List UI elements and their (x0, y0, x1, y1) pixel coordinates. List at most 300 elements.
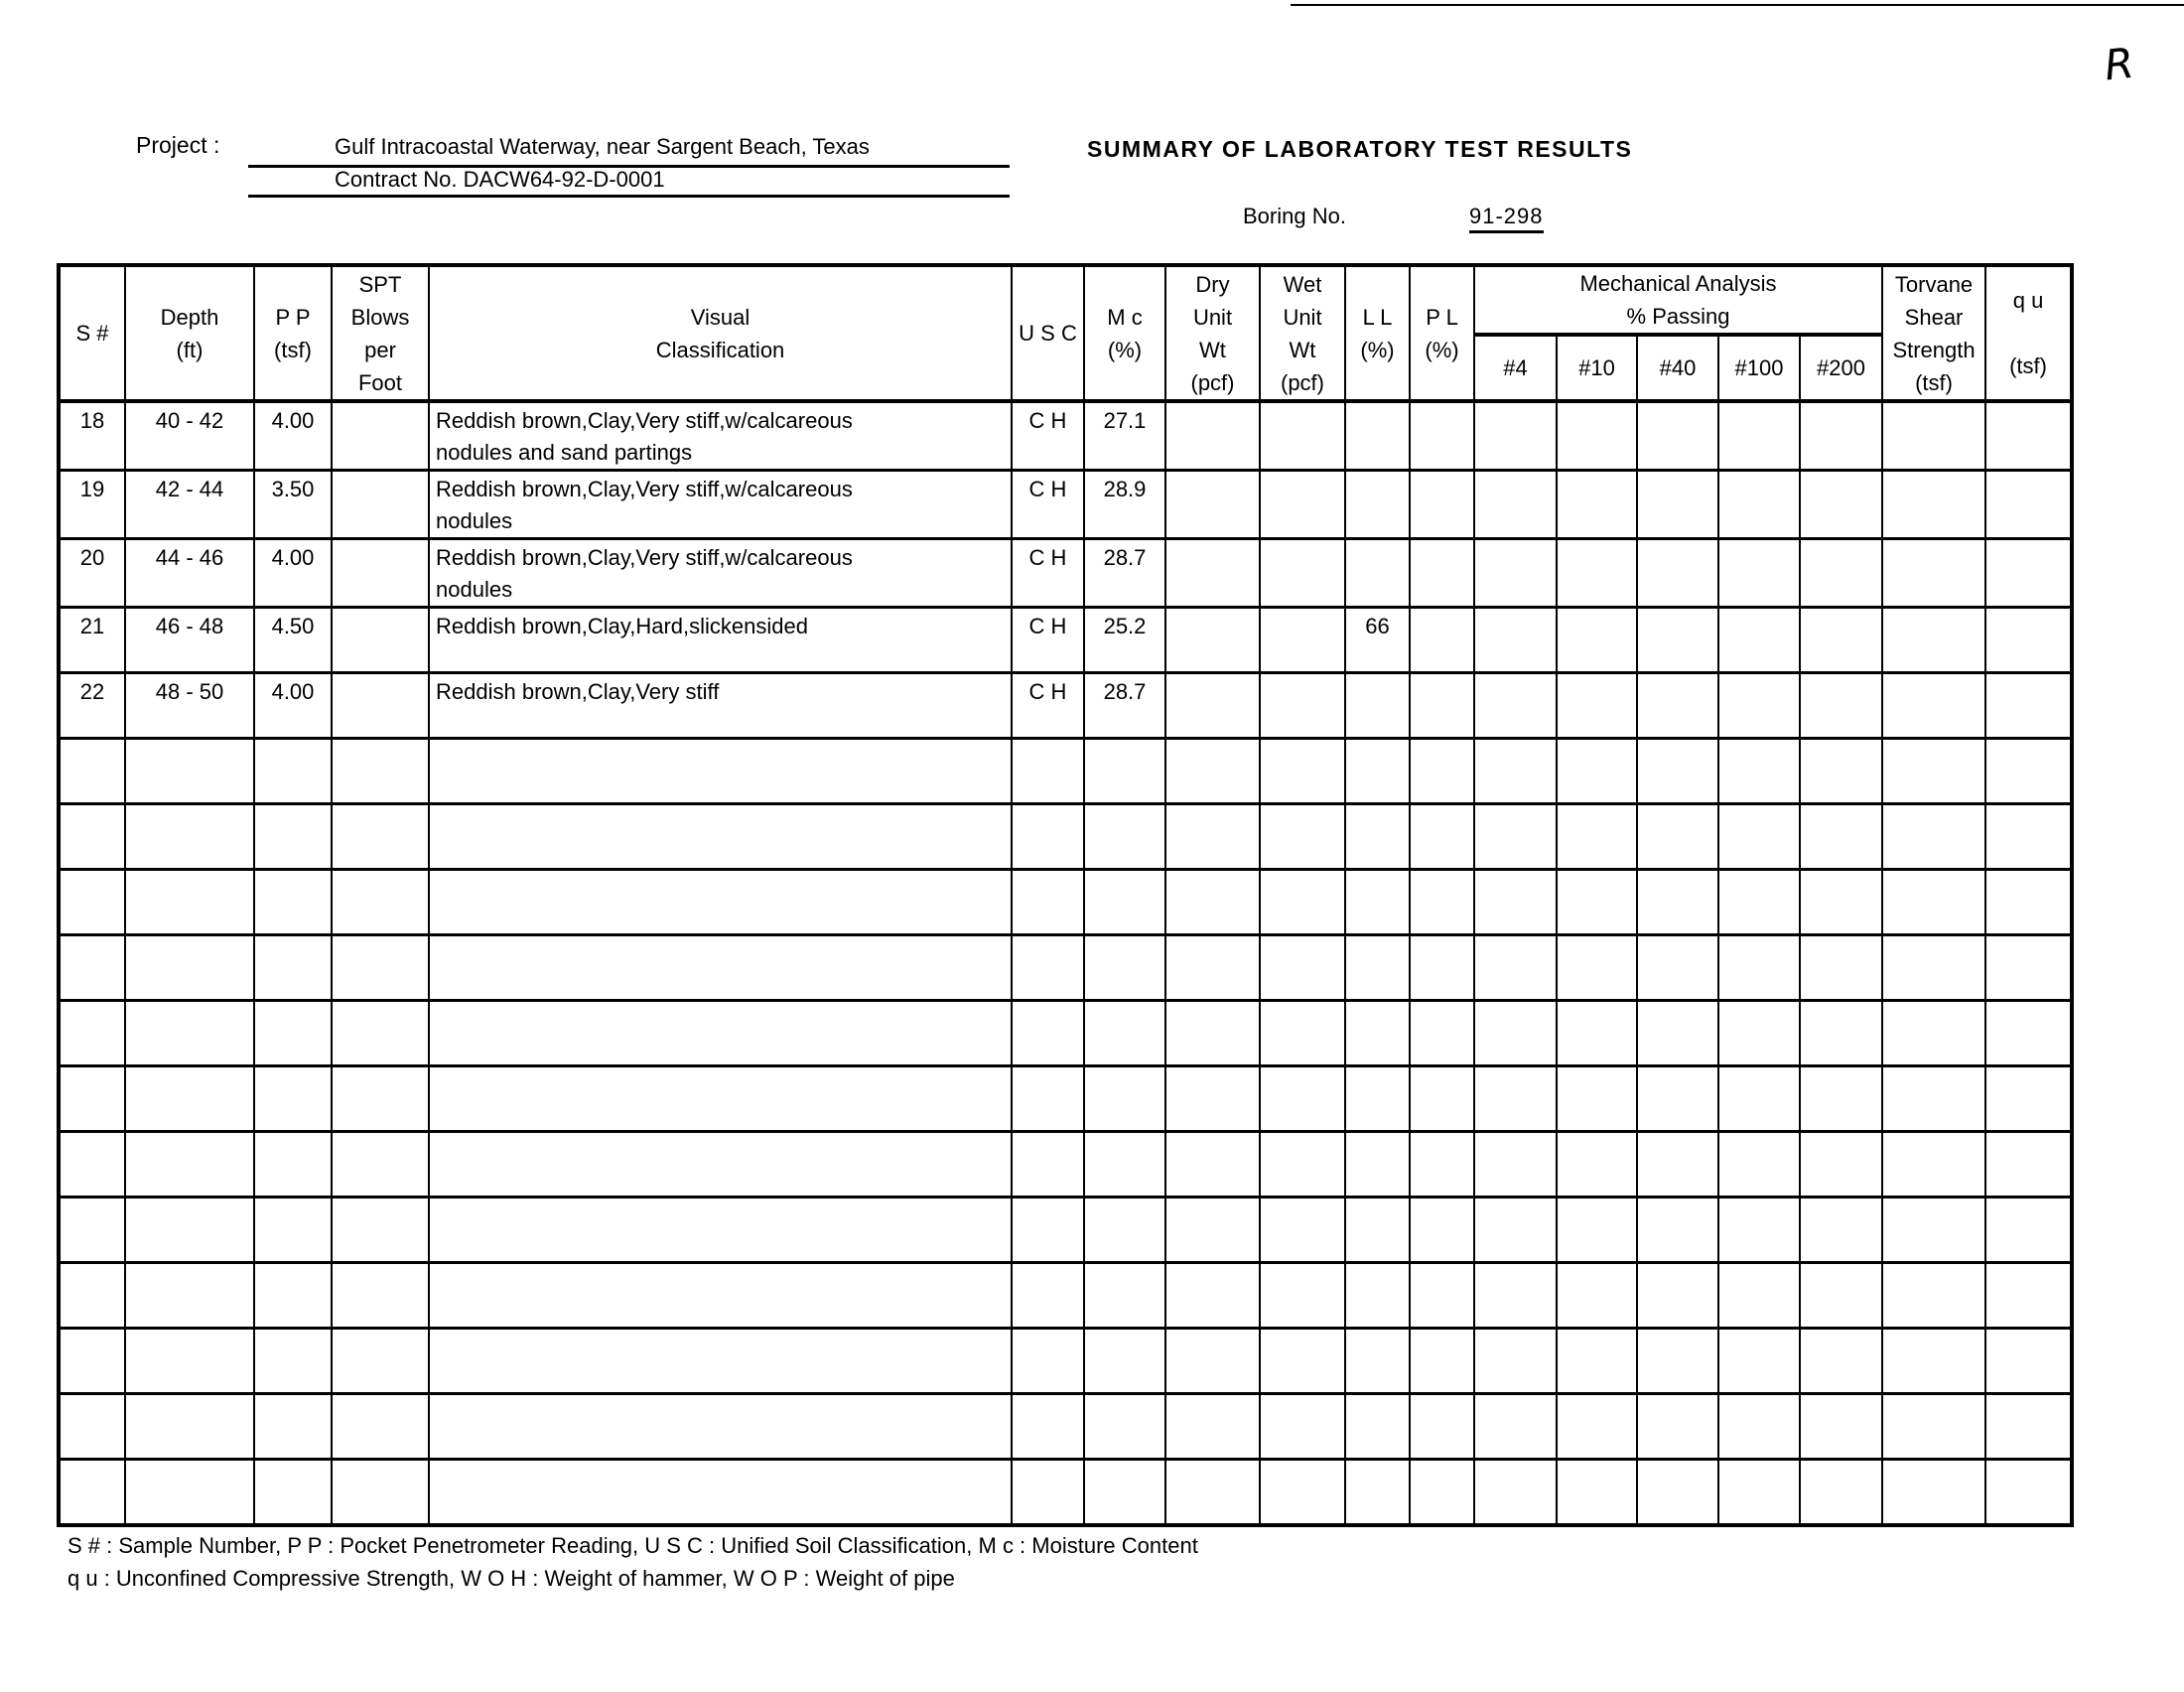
empty-cell (1260, 870, 1345, 935)
col-header-pl: P L (%) (1410, 265, 1474, 401)
cell-moisture-content: 28.7 (1084, 539, 1165, 608)
empty-cell (1557, 1198, 1637, 1263)
empty-cell (1474, 870, 1557, 935)
empty-cell (1637, 1329, 1718, 1394)
cell-plastic-limit (1410, 539, 1474, 608)
empty-cell (1345, 870, 1410, 935)
empty-cell (1474, 1460, 1557, 1525)
empty-cell (1012, 1329, 1084, 1394)
empty-cell (332, 1066, 429, 1132)
empty-cell (429, 935, 1012, 1001)
col-header-visual-classification: Visual Classification (429, 265, 1012, 401)
cell-plastic-limit (1410, 673, 1474, 739)
empty-cell (59, 1329, 125, 1394)
empty-cell (125, 1198, 254, 1263)
empty-cell (1165, 1460, 1260, 1525)
cell-wet-unit-wt (1260, 539, 1345, 608)
empty-cell (1557, 1066, 1637, 1132)
col-header-sieve-10: #10 (1557, 335, 1637, 401)
empty-cell (1345, 1066, 1410, 1132)
empty-cell (1260, 1132, 1345, 1198)
empty-cell (1165, 1263, 1260, 1329)
cell-moisture-content: 28.9 (1084, 471, 1165, 539)
empty-cell (429, 739, 1012, 804)
empty-cell (1800, 1132, 1882, 1198)
cell-spt-blows (332, 539, 429, 608)
cell-usc: C H (1012, 539, 1084, 608)
project-name: Gulf Intracoastal Waterway, near Sargent Beach, Texas (335, 134, 870, 159)
empty-cell (332, 935, 429, 1001)
empty-cell (254, 1001, 332, 1066)
cell-pp: 4.00 (254, 401, 332, 471)
col-header-sieve-100: #100 (1718, 335, 1800, 401)
cell-sieve-40 (1637, 673, 1718, 739)
empty-cell (332, 1263, 429, 1329)
empty-cell (1557, 1460, 1637, 1525)
cell-spt-blows (332, 673, 429, 739)
empty-cell (1557, 870, 1637, 935)
cell-depth: 48 - 50 (125, 673, 254, 739)
cell-sieve-200 (1800, 471, 1882, 539)
empty-cell (1260, 1198, 1345, 1263)
empty-cell (1882, 935, 1985, 1001)
empty-cell (1410, 870, 1474, 935)
empty-table-row (59, 1132, 2072, 1198)
empty-cell (1345, 935, 1410, 1001)
empty-cell (1410, 1329, 1474, 1394)
cell-plastic-limit (1410, 471, 1474, 539)
cell-sieve-10 (1557, 471, 1637, 539)
handwritten-mark: R (2102, 38, 2136, 90)
empty-cell (1474, 1394, 1557, 1460)
col-header-torvane: Torvane Shear Strength (tsf) (1882, 265, 1985, 401)
cell-liquid-limit (1345, 673, 1410, 739)
cell-sieve-200 (1800, 539, 1882, 608)
empty-cell (1474, 935, 1557, 1001)
empty-table-row (59, 1198, 2072, 1263)
empty-cell (1165, 1066, 1260, 1132)
empty-cell (1165, 804, 1260, 870)
empty-cell (1718, 1066, 1800, 1132)
cell-sieve-40 (1637, 401, 1718, 471)
empty-cell (1410, 935, 1474, 1001)
cell-sieve-40 (1637, 471, 1718, 539)
cell-sieve-100 (1718, 401, 1800, 471)
empty-cell (1012, 1394, 1084, 1460)
empty-cell (1084, 739, 1165, 804)
empty-cell (429, 1394, 1012, 1460)
empty-cell (1718, 935, 1800, 1001)
empty-cell (1345, 1001, 1410, 1066)
cell-sample-no: 21 (59, 608, 125, 673)
table-row (59, 471, 2072, 539)
cell-sieve-10 (1557, 608, 1637, 673)
empty-cell (1637, 1460, 1718, 1525)
cell-spt-blows (332, 608, 429, 673)
empty-cell (1084, 1198, 1165, 1263)
empty-cell (1637, 935, 1718, 1001)
cell-sample-no: 19 (59, 471, 125, 539)
cell-sample-no: 20 (59, 539, 125, 608)
cell-torvane-strength (1882, 608, 1985, 673)
empty-cell (125, 1460, 254, 1525)
cell-pp: 4.00 (254, 539, 332, 608)
cell-spt-blows (332, 471, 429, 539)
empty-cell (332, 739, 429, 804)
empty-cell (1410, 1198, 1474, 1263)
col-header-spt: SPT Blows per Foot (332, 265, 429, 401)
cell-torvane-strength (1882, 401, 1985, 471)
empty-cell (1637, 1066, 1718, 1132)
cell-torvane-strength (1882, 673, 1985, 739)
cell-dry-unit-wt (1165, 673, 1260, 739)
empty-cell (1012, 935, 1084, 1001)
empty-cell (1410, 1394, 1474, 1460)
empty-cell (59, 1263, 125, 1329)
empty-cell (59, 1001, 125, 1066)
empty-cell (1800, 870, 1882, 935)
empty-cell (429, 1198, 1012, 1263)
empty-cell (332, 1001, 429, 1066)
empty-cell (332, 1132, 429, 1198)
empty-cell (332, 1329, 429, 1394)
empty-table-row (59, 935, 2072, 1001)
empty-cell (429, 1001, 1012, 1066)
desc-line-1: Reddish brown,Clay,Hard,slickensided (436, 614, 808, 638)
empty-cell (1345, 804, 1410, 870)
empty-cell (1260, 1329, 1345, 1394)
empty-cell (1882, 870, 1985, 935)
legend-line-2: q u : Unconfined Compressive Strength, W O H : Weight of hammer, W O P : Weight of pipe (68, 1566, 955, 1591)
cell-visual-classification (429, 608, 1012, 673)
cell-sample-no: 18 (59, 401, 125, 471)
empty-cell (125, 1066, 254, 1132)
empty-cell (1800, 1460, 1882, 1525)
cell-sieve-4 (1474, 471, 1557, 539)
empty-cell (1165, 1198, 1260, 1263)
cell-sieve-4 (1474, 673, 1557, 739)
empty-cell (1637, 870, 1718, 935)
cell-sieve-40 (1637, 539, 1718, 608)
empty-cell (254, 1460, 332, 1525)
empty-cell (1637, 1263, 1718, 1329)
cell-depth: 44 - 46 (125, 539, 254, 608)
col-header-pp: P P (tsf) (254, 265, 332, 401)
empty-cell (1410, 1132, 1474, 1198)
legend-line-1: S # : Sample Number, P P : Pocket Penetrometer Reading, U S C : Unified Soil Classification, M c : Moisture Content (68, 1533, 1198, 1558)
empty-cell (59, 870, 125, 935)
empty-table-row (59, 870, 2072, 935)
desc-line-1: Reddish brown,Clay,Very stiff (436, 679, 720, 704)
empty-cell (1985, 1132, 2072, 1198)
lab-results-table (57, 263, 2074, 1527)
empty-cell (1718, 1198, 1800, 1263)
table-row (59, 401, 2072, 471)
empty-cell (1637, 804, 1718, 870)
cell-qu (1985, 471, 2072, 539)
empty-cell (1165, 870, 1260, 935)
empty-cell (1718, 1132, 1800, 1198)
empty-cell (125, 1329, 254, 1394)
col-header-sieve-200: #200 (1800, 335, 1882, 401)
empty-cell (59, 1394, 125, 1460)
cell-sieve-40 (1637, 608, 1718, 673)
empty-cell (1882, 1132, 1985, 1198)
cell-moisture-content: 27.1 (1084, 401, 1165, 471)
cell-dry-unit-wt (1165, 401, 1260, 471)
table-row (59, 608, 2072, 673)
desc-line-2: nodules and sand partings (436, 440, 693, 465)
cell-torvane-strength (1882, 471, 1985, 539)
empty-cell (1084, 1066, 1165, 1132)
empty-cell (429, 804, 1012, 870)
empty-cell (429, 1132, 1012, 1198)
empty-cell (1985, 1329, 2072, 1394)
empty-cell (1165, 1001, 1260, 1066)
empty-cell (59, 1066, 125, 1132)
empty-cell (1012, 870, 1084, 935)
empty-table-row (59, 804, 2072, 870)
cell-wet-unit-wt (1260, 401, 1345, 471)
empty-cell (1474, 739, 1557, 804)
empty-cell (125, 870, 254, 935)
empty-cell (1345, 1198, 1410, 1263)
empty-cell (1882, 1329, 1985, 1394)
project-label: Project : (136, 132, 220, 158)
col-header-dry-unit-wt: Dry Unit Wt (pcf) (1165, 265, 1260, 401)
empty-cell (1800, 1329, 1882, 1394)
col-header-ll: L L (%) (1345, 265, 1410, 401)
empty-cell (1012, 1460, 1084, 1525)
empty-cell (1718, 1001, 1800, 1066)
empty-cell (1084, 1001, 1165, 1066)
empty-cell (1084, 1394, 1165, 1460)
empty-cell (1985, 804, 2072, 870)
cell-usc: C H (1012, 608, 1084, 673)
empty-cell (1557, 1001, 1637, 1066)
cell-wet-unit-wt (1260, 673, 1345, 739)
empty-cell (1800, 1394, 1882, 1460)
empty-cell (1012, 739, 1084, 804)
empty-cell (1474, 1066, 1557, 1132)
empty-cell (1474, 1198, 1557, 1263)
cell-depth: 46 - 48 (125, 608, 254, 673)
empty-cell (1882, 1263, 1985, 1329)
empty-cell (1084, 1132, 1165, 1198)
empty-cell (1012, 1132, 1084, 1198)
cell-dry-unit-wt (1165, 539, 1260, 608)
cell-sieve-10 (1557, 673, 1637, 739)
empty-cell (1718, 1329, 1800, 1394)
empty-cell (1260, 1001, 1345, 1066)
empty-cell (1718, 1394, 1800, 1460)
empty-cell (1637, 1198, 1718, 1263)
cell-sieve-4 (1474, 401, 1557, 471)
empty-cell (1718, 870, 1800, 935)
empty-cell (1882, 739, 1985, 804)
empty-cell (1345, 739, 1410, 804)
empty-cell (1474, 804, 1557, 870)
empty-cell (59, 739, 125, 804)
cell-sieve-100 (1718, 539, 1800, 608)
empty-cell (254, 1132, 332, 1198)
empty-cell (1474, 1132, 1557, 1198)
empty-cell (1165, 1329, 1260, 1394)
empty-table-row (59, 1001, 2072, 1066)
empty-cell (1345, 1329, 1410, 1394)
empty-cell (59, 804, 125, 870)
empty-cell (125, 739, 254, 804)
empty-cell (1985, 1394, 2072, 1460)
cell-plastic-limit (1410, 401, 1474, 471)
empty-cell (1260, 1066, 1345, 1132)
empty-cell (125, 935, 254, 1001)
empty-cell (1012, 1001, 1084, 1066)
empty-cell (1800, 1263, 1882, 1329)
empty-cell (254, 935, 332, 1001)
cell-visual-classification (429, 401, 1012, 471)
empty-cell (1718, 804, 1800, 870)
cell-visual-classification (429, 673, 1012, 739)
desc-line-2: nodules (436, 508, 513, 533)
empty-cell (125, 1132, 254, 1198)
desc-line-1: Reddish brown,Clay,Very stiff,w/calcareous (436, 477, 853, 501)
empty-cell (1800, 1001, 1882, 1066)
cell-wet-unit-wt (1260, 608, 1345, 673)
empty-table-row (59, 1460, 2072, 1525)
empty-cell (59, 1460, 125, 1525)
col-header-depth: Depth (ft) (125, 265, 254, 401)
cell-pp: 4.00 (254, 673, 332, 739)
desc-line-1: Reddish brown,Clay,Very stiff,w/calcareous (436, 408, 853, 433)
cell-sieve-200 (1800, 401, 1882, 471)
cell-moisture-content: 28.7 (1084, 673, 1165, 739)
table-row (59, 673, 2072, 739)
empty-cell (1800, 935, 1882, 1001)
empty-cell (125, 1394, 254, 1460)
empty-cell (429, 1263, 1012, 1329)
cell-sieve-10 (1557, 539, 1637, 608)
cell-dry-unit-wt (1165, 608, 1260, 673)
empty-cell (332, 1460, 429, 1525)
cell-sieve-10 (1557, 401, 1637, 471)
empty-cell (1474, 1329, 1557, 1394)
empty-cell (332, 870, 429, 935)
empty-cell (1165, 739, 1260, 804)
cell-visual-classification (429, 471, 1012, 539)
empty-cell (1474, 1263, 1557, 1329)
cell-qu (1985, 608, 2072, 673)
empty-cell (59, 1132, 125, 1198)
cell-moisture-content: 25.2 (1084, 608, 1165, 673)
empty-cell (1985, 935, 2072, 1001)
empty-cell (1800, 1198, 1882, 1263)
empty-cell (1165, 1394, 1260, 1460)
cell-depth: 40 - 42 (125, 401, 254, 471)
empty-cell (1165, 935, 1260, 1001)
empty-cell (1985, 1066, 2072, 1132)
empty-cell (1260, 1263, 1345, 1329)
empty-cell (1800, 1066, 1882, 1132)
empty-cell (1345, 1394, 1410, 1460)
empty-cell (254, 1394, 332, 1460)
cell-dry-unit-wt (1165, 471, 1260, 539)
cell-sieve-100 (1718, 673, 1800, 739)
table-row (59, 539, 2072, 608)
col-header-wet-unit-wt: Wet Unit Wt (pcf) (1260, 265, 1345, 401)
cell-pp: 3.50 (254, 471, 332, 539)
empty-cell (1260, 739, 1345, 804)
empty-cell (1084, 935, 1165, 1001)
empty-cell (1410, 1001, 1474, 1066)
cell-sample-no: 22 (59, 673, 125, 739)
empty-cell (1718, 739, 1800, 804)
cell-liquid-limit (1345, 471, 1410, 539)
empty-table-row (59, 1263, 2072, 1329)
cell-spt-blows (332, 401, 429, 471)
empty-cell (1557, 1329, 1637, 1394)
empty-cell (1012, 1198, 1084, 1263)
empty-cell (1012, 804, 1084, 870)
empty-table-row (59, 1394, 2072, 1460)
cell-sieve-100 (1718, 608, 1800, 673)
empty-cell (1410, 804, 1474, 870)
empty-cell (1718, 1460, 1800, 1525)
empty-cell (1345, 1460, 1410, 1525)
empty-cell (1345, 1263, 1410, 1329)
empty-cell (1985, 1198, 2072, 1263)
empty-cell (1557, 935, 1637, 1001)
header-row (59, 265, 2072, 335)
empty-cell (1557, 1394, 1637, 1460)
cell-plastic-limit (1410, 608, 1474, 673)
empty-cell (1410, 1460, 1474, 1525)
cell-sieve-200 (1800, 608, 1882, 673)
empty-cell (1084, 1263, 1165, 1329)
empty-cell (1345, 1132, 1410, 1198)
col-header-sample-no: S # (59, 265, 125, 401)
empty-cell (1985, 1001, 2072, 1066)
empty-table-row (59, 1066, 2072, 1132)
empty-cell (1410, 739, 1474, 804)
empty-cell (429, 870, 1012, 935)
empty-cell (1882, 1460, 1985, 1525)
col-header-usc: U S C (1012, 265, 1084, 401)
empty-cell (254, 804, 332, 870)
empty-cell (332, 1198, 429, 1263)
empty-cell (1985, 1460, 2072, 1525)
col-header-qu: q u (tsf) (1985, 265, 2072, 401)
empty-cell (1260, 1460, 1345, 1525)
empty-cell (59, 935, 125, 1001)
cell-qu (1985, 539, 2072, 608)
cell-liquid-limit: 66 (1345, 608, 1410, 673)
empty-cell (1800, 804, 1882, 870)
scan-edge-line (1291, 4, 2184, 6)
empty-cell (1882, 1198, 1985, 1263)
empty-cell (254, 1066, 332, 1132)
empty-cell (1985, 739, 2072, 804)
col-header-mechanical-analysis: Mechanical Analysis % Passing (1474, 265, 1882, 335)
empty-cell (1800, 739, 1882, 804)
empty-cell (59, 1198, 125, 1263)
empty-cell (125, 1263, 254, 1329)
cell-sieve-4 (1474, 539, 1557, 608)
empty-cell (254, 1198, 332, 1263)
cell-qu (1985, 401, 2072, 471)
empty-cell (332, 804, 429, 870)
empty-cell (1410, 1263, 1474, 1329)
